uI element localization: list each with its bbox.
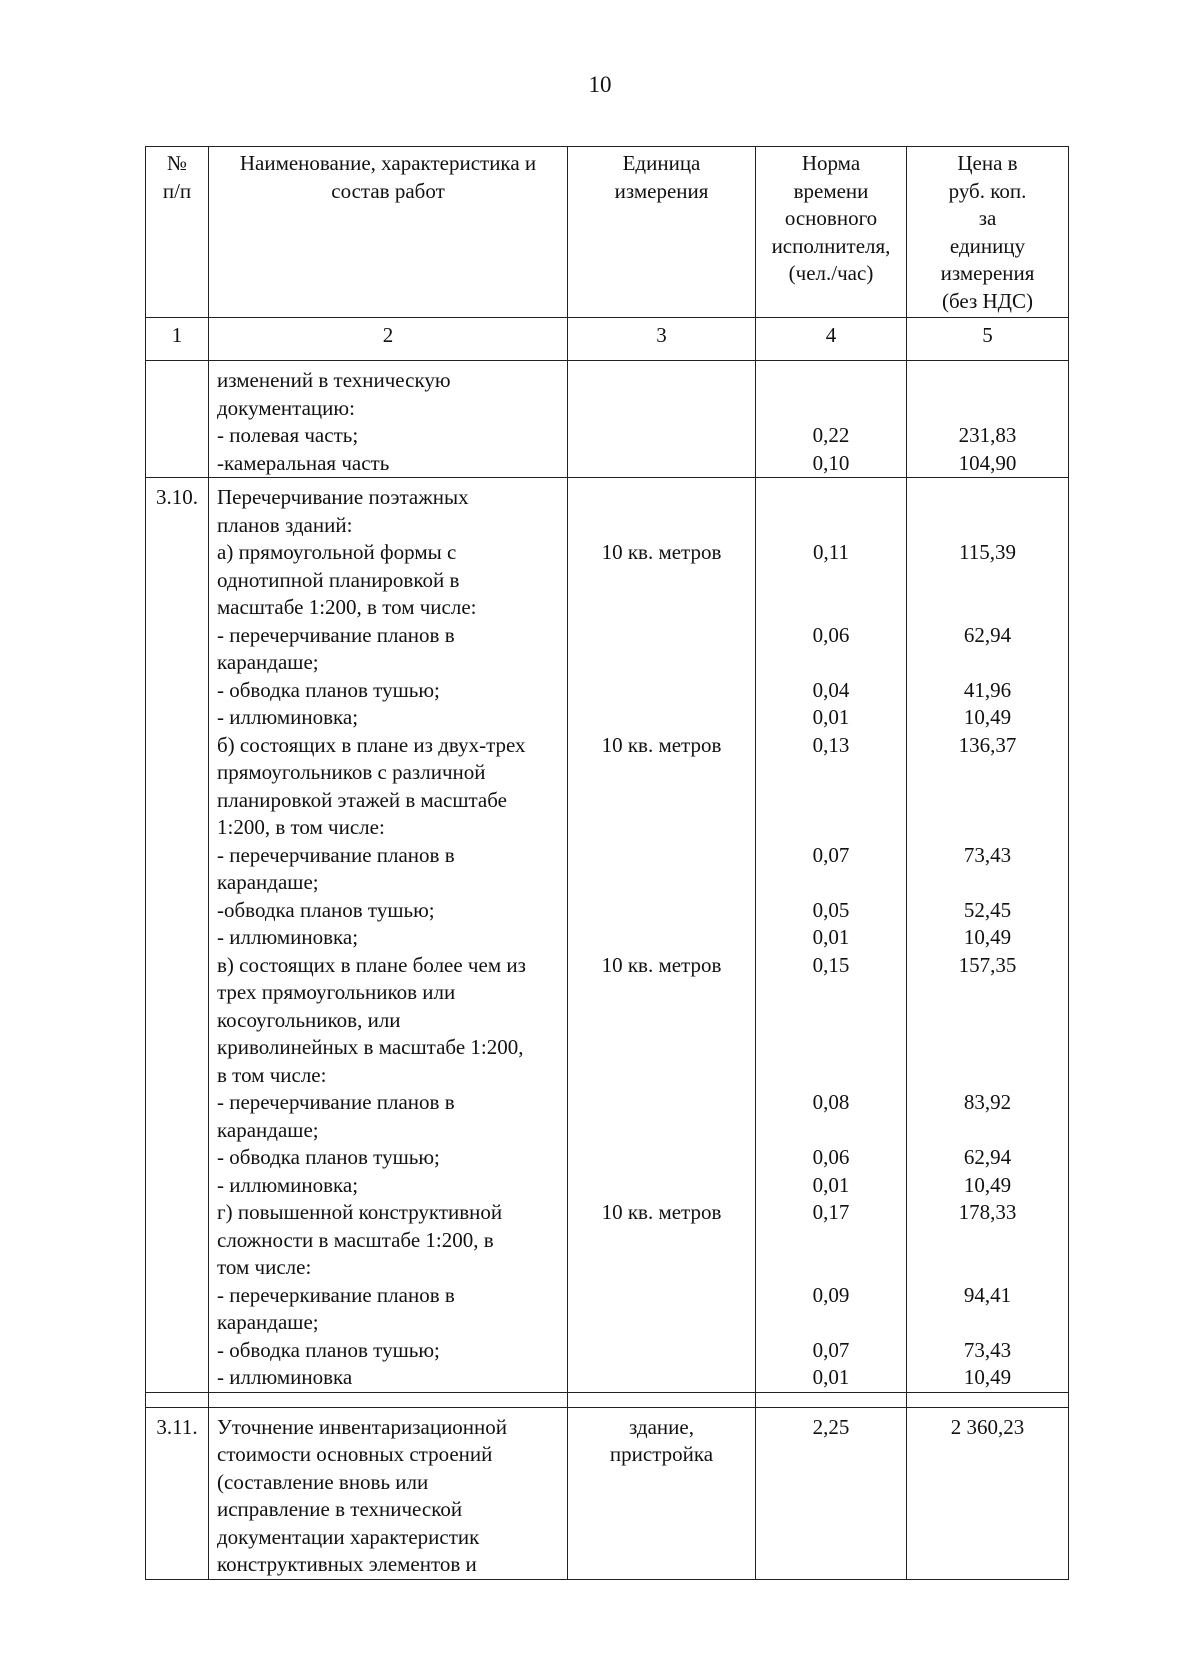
price-cell: [907, 361, 1069, 478]
unit-value: [572, 1524, 751, 1552]
unit-value: [572, 1254, 751, 1282]
description-line: документации характеристик: [217, 1524, 480, 1549]
norm-value: [760, 567, 902, 595]
price-value: 73,43: [963, 842, 1012, 867]
norm-value: 0,01: [812, 925, 850, 949]
unit-value: 10 кв. метров: [601, 732, 722, 757]
norm-value: 0,07: [812, 1337, 850, 1362]
unit-cell: [568, 361, 756, 478]
price-value: 104,90: [958, 450, 1017, 475]
header-row: [146, 147, 1069, 318]
price-value: [911, 979, 1064, 1007]
description-line: планов зданий:: [217, 512, 353, 537]
price-value: 62,94: [963, 1145, 1012, 1169]
price-value: [911, 367, 1064, 395]
unit-value: [572, 1551, 751, 1579]
norm-value: [760, 1469, 902, 1497]
item-number-cell: [146, 478, 209, 1393]
description-line: - иллюминовка: [217, 1365, 353, 1389]
description-line: -обводка планов тушью;: [217, 897, 435, 922]
unit-value: [572, 897, 751, 925]
price-value: [911, 1469, 1064, 1497]
header-text: единицу: [949, 233, 1026, 258]
description-line: карандаше;: [217, 870, 319, 894]
unit-value: [572, 1337, 751, 1365]
header-text: исполнителя,: [771, 233, 891, 258]
norm-value: [760, 1309, 902, 1337]
price-value: [911, 787, 1064, 815]
norm-value: [760, 787, 902, 815]
norm-value: [760, 759, 902, 787]
norm-value: 0,22: [812, 423, 850, 447]
norm-value: [760, 594, 902, 622]
unit-cell: [568, 478, 756, 1393]
spacer-cell: [756, 1392, 907, 1407]
unit-value: [572, 979, 751, 1007]
price-value: [911, 594, 1064, 622]
norm-value: [760, 649, 902, 677]
norm-value: [760, 814, 902, 842]
header-text: измерения: [940, 261, 1035, 285]
unit-value: [572, 367, 751, 395]
description-line: Уточнение инвентаризационной: [217, 1414, 508, 1439]
price-cell: [907, 478, 1069, 1393]
description-line: - иллюминовка;: [217, 1172, 359, 1197]
item-description-cell: [209, 478, 568, 1393]
price-value: [911, 512, 1064, 540]
spacer-row: [146, 1392, 1069, 1407]
price-value: [911, 1496, 1064, 1524]
norm-value: 0,13: [812, 732, 850, 757]
price-value: [911, 484, 1064, 512]
price-value: 83,92: [963, 1090, 1012, 1114]
description-line: г) повышенной конструктивной: [217, 1200, 503, 1224]
header-text: Единица: [622, 151, 701, 175]
price-value: 10,49: [963, 1365, 1012, 1389]
norm-value: 2,25: [812, 1414, 850, 1439]
description-line: в) состоящих в плане более чем из: [217, 952, 526, 977]
description-line: масштабе 1:200, в том числе:: [217, 595, 477, 619]
unit-value: [572, 567, 751, 595]
unit-value: [572, 814, 751, 842]
table-body: [146, 361, 1069, 1580]
price-value: [911, 1117, 1064, 1145]
price-value: [911, 1254, 1064, 1282]
description-line: исправление в технической: [217, 1497, 463, 1521]
unit-value: [572, 677, 751, 705]
description-line: - обводка планов тушью;: [217, 677, 440, 702]
norm-value: 0,15: [812, 952, 850, 977]
description-line: -камеральная часть: [217, 450, 390, 475]
column-number-row: [146, 318, 1069, 361]
norm-value: [760, 1034, 902, 1062]
description-line: 1:200, в том числе:: [217, 815, 385, 839]
description-line: изменений в техническую: [217, 368, 451, 392]
norm-value: 0,06: [812, 622, 850, 647]
spacer-cell: [568, 1392, 756, 1407]
norm-cell: [756, 478, 907, 1393]
item-number: 3.10.: [156, 485, 198, 509]
page-number: 10: [588, 72, 612, 97]
norm-value: 0,08: [812, 1090, 850, 1114]
unit-value: [572, 395, 751, 423]
price-value: [911, 1227, 1064, 1255]
table-row: [146, 361, 1069, 478]
header-col-1: [146, 147, 209, 318]
price-value: 10,49: [963, 925, 1012, 949]
unit-value: [572, 1007, 751, 1035]
price-value: 178,33: [958, 1200, 1017, 1224]
description-line: косоугольников, или: [217, 1007, 401, 1032]
header-text: (без НДС): [941, 288, 1033, 313]
norm-value: 0,09: [812, 1282, 850, 1307]
price-value: [911, 1551, 1064, 1579]
unit-value: [572, 1282, 751, 1310]
description-line: криволинейных в масштабе 1:200,: [217, 1035, 524, 1059]
description-line: - обводка планов тушью;: [217, 1145, 440, 1169]
price-value: [911, 759, 1064, 787]
price-value: 10,49: [963, 1172, 1012, 1197]
description-line: - обводка планов тушью;: [217, 1337, 440, 1362]
unit-value: 10 кв. метров: [601, 1200, 722, 1224]
header-col-3: [568, 147, 756, 318]
norm-value: [760, 1062, 902, 1090]
norm-value: [760, 979, 902, 1007]
header-col-4: [756, 147, 907, 318]
header-text: измерения: [614, 178, 709, 203]
norm-value: 0,04: [812, 677, 850, 702]
price-value: 2 360,23: [950, 1414, 1025, 1439]
header-text: времени: [793, 178, 869, 203]
item-number-cell: [146, 1407, 209, 1579]
price-value: 94,41: [963, 1282, 1012, 1307]
description-line: том числе:: [217, 1255, 312, 1279]
norm-value: 0,07: [812, 842, 850, 867]
norm-cell: [756, 1407, 907, 1579]
description-line: Перечерчивание поэтажных: [217, 485, 469, 509]
price-value: [911, 1034, 1064, 1062]
unit-value: [572, 869, 751, 897]
norm-cell: [756, 361, 907, 478]
price-value: 52,45: [963, 897, 1012, 922]
norm-value: 0,01: [812, 1365, 850, 1389]
header-text: Цена в: [957, 151, 1018, 175]
header-text: основного: [784, 206, 878, 230]
description-line: - перечеркивание планов в: [217, 1282, 455, 1307]
unit-value: [572, 1089, 751, 1117]
spacer-cell: [146, 1392, 209, 1407]
norm-value: [760, 484, 902, 512]
norm-value: 0,17: [812, 1200, 850, 1224]
price-cell: [907, 1407, 1069, 1579]
description-line: - полевая часть;: [217, 423, 359, 447]
norm-value: [760, 512, 902, 540]
price-table: [145, 146, 1069, 1580]
header-text: за: [978, 206, 997, 230]
norm-value: 0,05: [812, 897, 850, 922]
price-table-container: [145, 146, 1068, 1580]
unit-value: [572, 1172, 751, 1200]
price-value: 62,94: [963, 622, 1012, 647]
description-line: - иллюминовка;: [217, 705, 359, 729]
unit-value: [572, 484, 751, 512]
description-line: сложности в масштабе 1:200, в: [217, 1227, 494, 1252]
item-description-cell: [209, 1407, 568, 1579]
description-line: а) прямоугольной формы с: [217, 540, 457, 564]
norm-value: [760, 1551, 902, 1579]
unit-value: [572, 1496, 751, 1524]
unit-value: [572, 759, 751, 787]
description-line: конструктивных элементов и: [217, 1552, 477, 1576]
description-line: (составление вновь или: [217, 1469, 429, 1494]
unit-value: [572, 924, 751, 952]
norm-value: [760, 1117, 902, 1145]
norm-value: [760, 395, 902, 423]
unit-value: [572, 1117, 751, 1145]
item-number: 3.11.: [156, 1414, 198, 1439]
price-value: [911, 395, 1064, 423]
unit-value: [572, 787, 751, 815]
norm-value: [760, 1007, 902, 1035]
norm-value: [760, 869, 902, 897]
description-line: карандаше;: [217, 1310, 319, 1334]
norm-value: 0,01: [812, 1172, 850, 1197]
price-value: [911, 869, 1064, 897]
unit-value: [572, 1309, 751, 1337]
unit-cell: [568, 1407, 756, 1579]
description-line: трех прямоугольников или: [217, 980, 456, 1004]
price-value: [911, 1007, 1064, 1035]
column-number: 4: [756, 318, 907, 361]
price-value: [911, 1441, 1064, 1469]
item-number-cell: [146, 361, 209, 478]
price-value: 10,49: [963, 705, 1012, 729]
header-text: п/п: [162, 178, 192, 203]
header-text: руб. коп.: [948, 178, 1027, 203]
unit-value: [572, 1144, 751, 1172]
norm-value: [760, 1441, 902, 1469]
unit-value: пристройка: [609, 1442, 714, 1466]
unit-value: [572, 1062, 751, 1090]
spacer-cell: [907, 1392, 1069, 1407]
price-value: [911, 1524, 1064, 1552]
description-line: - иллюминовка;: [217, 925, 359, 949]
description-line: карандаше;: [217, 1117, 319, 1142]
header-col-5: [907, 147, 1069, 318]
price-value: 231,83: [958, 423, 1017, 447]
spacer-cell: [209, 1392, 568, 1407]
unit-value: [572, 622, 751, 650]
unit-value: [572, 649, 751, 677]
price-value: 115,39: [959, 540, 1016, 564]
item-description-cell: [209, 361, 568, 478]
norm-value: 0,01: [812, 705, 850, 729]
description-line: прямоугольников с различной: [217, 760, 486, 784]
unit-value: здание,: [629, 1414, 694, 1439]
norm-value: [760, 1227, 902, 1255]
norm-value: 0,10: [812, 450, 850, 475]
table-row: [146, 478, 1069, 1393]
column-number: 3: [568, 318, 756, 361]
norm-value: 0,06: [812, 1145, 850, 1169]
description-line: в том числе:: [217, 1062, 327, 1087]
header-text: Наименование, характеристика и: [239, 151, 537, 175]
unit-value: [572, 450, 751, 478]
unit-value: 10 кв. метров: [601, 540, 722, 564]
unit-value: [572, 1364, 751, 1392]
description-line: однотипной планировкой в: [217, 567, 460, 592]
unit-value: [572, 1469, 751, 1497]
column-number: 1: [146, 318, 209, 361]
description-line: - перечерчивание планов в: [217, 842, 455, 867]
price-value: 41,96: [963, 677, 1012, 702]
item-number: [150, 367, 204, 395]
description-line: планировкой этажей в масштабе: [217, 787, 507, 812]
norm-value: [760, 1254, 902, 1282]
table-row: [146, 1407, 1069, 1579]
unit-value: [572, 594, 751, 622]
unit-value: [572, 1034, 751, 1062]
header-text: (чел./час): [788, 261, 874, 285]
unit-value: [572, 422, 751, 450]
norm-value: [760, 1496, 902, 1524]
unit-value: [572, 842, 751, 870]
price-value: [911, 1309, 1064, 1337]
description-line: стоимости основных строений: [217, 1442, 493, 1466]
price-value: 73,43: [963, 1337, 1012, 1362]
unit-value: 10 кв. метров: [601, 952, 722, 977]
header-text: Норма: [801, 151, 861, 175]
header-col-2: [209, 147, 568, 318]
price-value: 136,37: [958, 732, 1017, 757]
unit-value: [572, 1227, 751, 1255]
norm-value: 0,11: [813, 540, 849, 564]
unit-value: [572, 704, 751, 732]
price-value: [911, 1062, 1064, 1090]
description-line: карандаше;: [217, 650, 319, 674]
price-value: [911, 814, 1064, 842]
price-value: 157,35: [958, 952, 1017, 977]
price-value: [911, 649, 1064, 677]
description-line: - перечерчивание планов в: [217, 1090, 455, 1114]
norm-value: [760, 1524, 902, 1552]
column-number: 5: [907, 318, 1069, 361]
price-value: [911, 567, 1064, 595]
norm-value: [760, 367, 902, 395]
description-line: б) состоящих в плане из двух-трех: [217, 732, 526, 757]
description-line: документацию:: [217, 395, 355, 420]
description-line: - перечерчивание планов в: [217, 622, 455, 647]
header-text: №: [166, 151, 188, 175]
column-number: 2: [209, 318, 568, 361]
header-text: состав работ: [331, 178, 445, 203]
unit-value: [572, 512, 751, 540]
